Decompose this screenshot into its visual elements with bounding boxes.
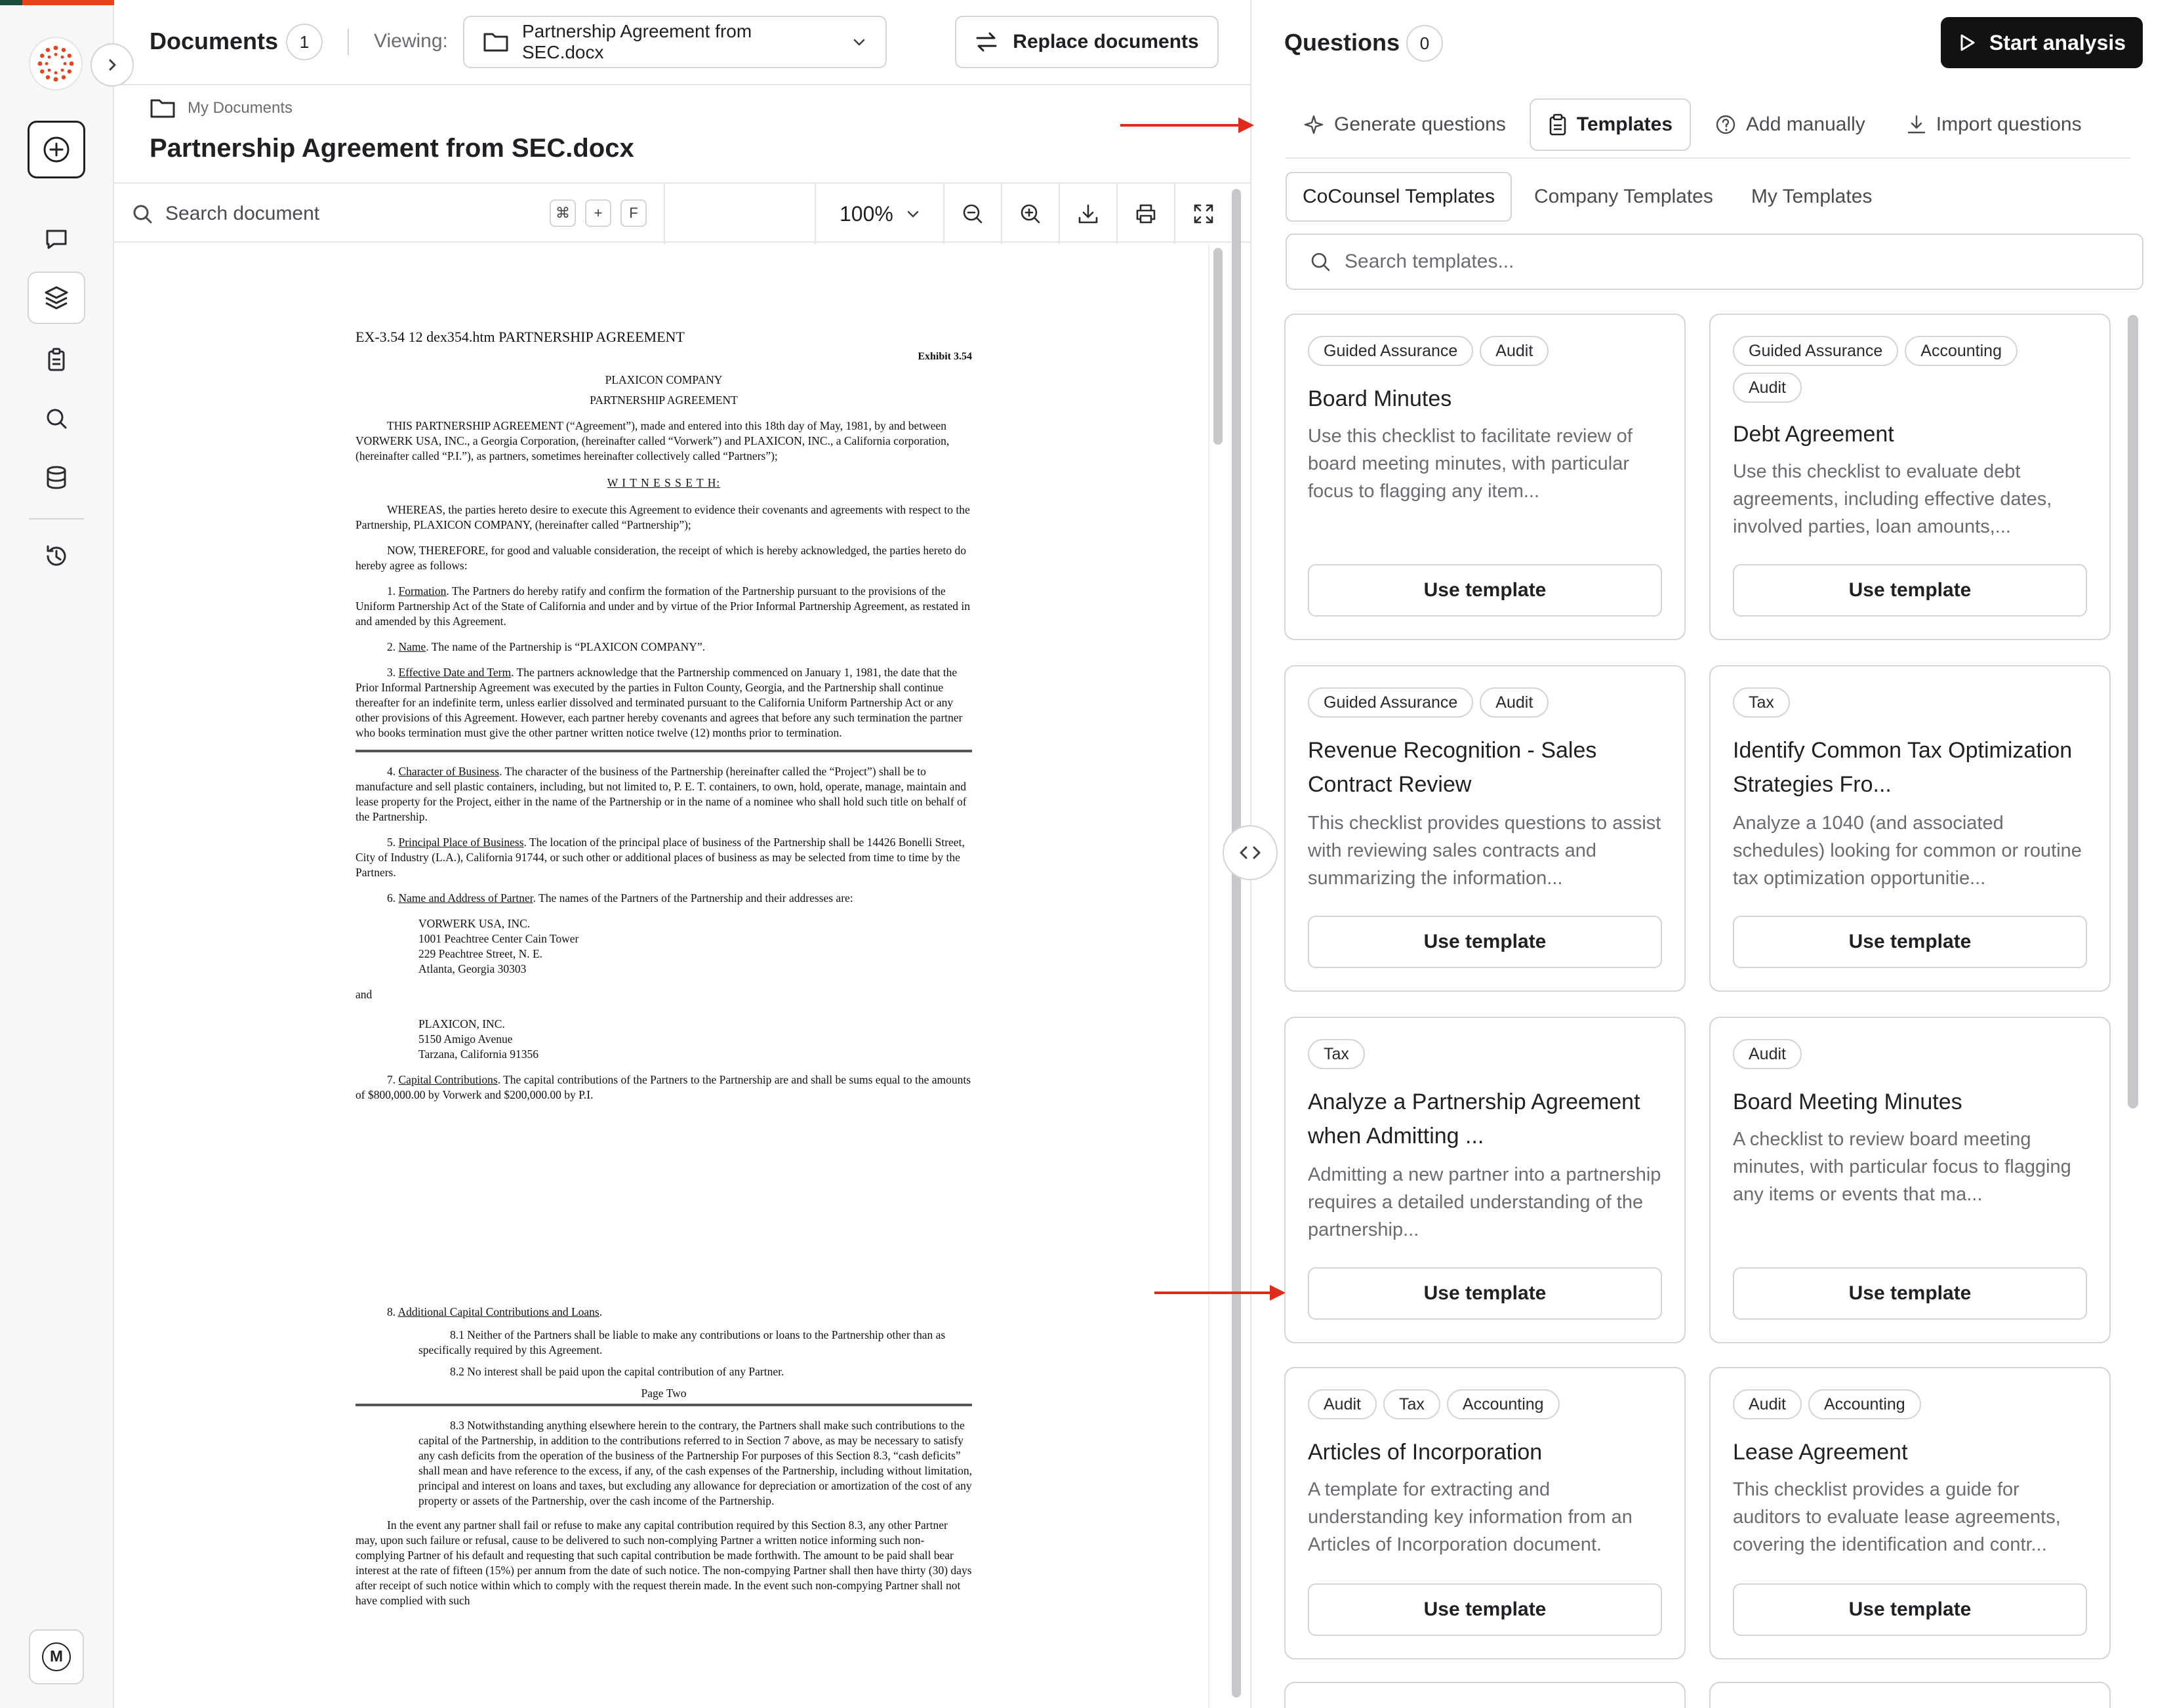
template-card[interactable] xyxy=(1709,314,2111,640)
tag: Audit xyxy=(1733,1039,1802,1069)
section-8-2: 8.2 No interest shall be paid upon the capital contribution of any Partner. xyxy=(450,1365,784,1378)
tab-label: Import questions xyxy=(1936,113,2082,135)
page-header xyxy=(355,329,972,369)
user-avatar[interactable] xyxy=(29,1629,84,1684)
partner-address-1 xyxy=(418,916,972,977)
template-card[interactable] xyxy=(1284,1682,1686,1708)
template-card[interactable] xyxy=(1284,665,1686,992)
printer-icon xyxy=(1134,202,1158,226)
use-template-button[interactable]: Use template xyxy=(1733,564,2087,617)
shortcut-key-f: F xyxy=(620,199,647,227)
questions-pane xyxy=(1251,0,2171,1708)
use-template-button[interactable]: Use template xyxy=(1733,1267,2087,1320)
rail-database[interactable] xyxy=(28,451,85,504)
section-8-title: Additional Capital Contributions and Loans xyxy=(397,1305,599,1318)
new-button[interactable] xyxy=(28,121,85,178)
template-card[interactable] xyxy=(1284,1017,1686,1343)
tag: Tax xyxy=(1383,1389,1440,1419)
help-circle-icon xyxy=(1714,113,1737,136)
use-template-button[interactable]: Use template xyxy=(1733,1583,2087,1636)
template-card[interactable] xyxy=(1709,1682,2111,1708)
folder-icon xyxy=(483,31,509,53)
rail-history[interactable] xyxy=(28,530,85,582)
template-description: This checklist provides questions to assist with reviewing sales contracts and summarizing the information... xyxy=(1308,813,1661,889)
database-icon xyxy=(43,464,70,491)
section-2-title: Name xyxy=(398,640,426,653)
template-title: Lease Agreement xyxy=(1733,1440,1908,1465)
section-8: 8. Additional Capital Contributions and Loans. xyxy=(387,1305,603,1318)
brand-stripe-accent xyxy=(22,0,114,5)
use-template-button[interactable]: Use template xyxy=(1308,564,1662,617)
template-card[interactable] xyxy=(1284,314,1686,640)
template-card[interactable] xyxy=(1709,1367,2111,1659)
question-source-tabs xyxy=(1286,98,2099,161)
breadcrumb-label: My Documents xyxy=(188,99,293,117)
document-title: Partnership Agreement from SEC.docx xyxy=(150,134,634,163)
annotation-arrow-use-template xyxy=(1154,1291,1283,1294)
template-title: Articles of Incorporation xyxy=(1308,1440,1543,1465)
intro-paragraph: THIS PARTNERSHIP AGREEMENT (“Agreement”), made and entered into this 18th day of May, 1981, by and between VORWERK USA, INC., a Georgia Corporation, (hereinafter called “Vorwerk”) and PLAXICON, INC., a California corporation, (hereinafter called “P.I.”), as partners, sometimes hereinafter collectively called “Partners”); xyxy=(355,419,950,462)
company-name: PLAXICON COMPANY xyxy=(605,373,723,386)
section-7: 7. Capital Contributions. The capital contributions of the Partners to the Partnership are and shall be sums equal to the amounts of $800,000.00 by Vorwerk and $200,000.00 by P.I. xyxy=(355,1073,971,1101)
template-description: This checklist provides a guide for auditors to evaluate lease agreements, covering the identification and contr... xyxy=(1733,1479,2061,1555)
template-title: Revenue Recognition - Sales Contract Review xyxy=(1308,738,1597,797)
section-2-text: . The name of the Partnership is “PLAXICON COMPANY”. xyxy=(426,640,706,653)
tag: Guided Assurance xyxy=(1733,336,1898,366)
logo-icon xyxy=(37,45,75,83)
template-description: Analyze a 1040 (and associated schedules) looking for common or routine tax optimization opportunitie... xyxy=(1733,813,2082,889)
chat-icon xyxy=(43,226,70,252)
whereas-paragraph: WHEREAS, the parties hereto desire to execute this Agreement to evidence their covenants and agreements with respect to the Partnership, PLAXICON COMPANY, (hereinafter called “Partnership”); xyxy=(355,503,970,531)
tab-add-manually[interactable] xyxy=(1697,98,1882,151)
section-4: 4. Character of Business. The character of the business of the Partnership (hereinafter called the “Project”) shall be to manufacture and sell plastic containers, including, but not limited to, P. E. T. containers, to own, hold, operate, manage, maintain and lease property for the Project, either in the name of the Partnership or in the name of a nominee who shall hold such title on behalf of the Partnership. xyxy=(355,765,967,823)
template-card[interactable] xyxy=(1709,665,2111,992)
tab-label: Generate questions xyxy=(1334,113,1506,135)
tab-label: Add manually xyxy=(1746,113,1865,135)
questions-title: Questions xyxy=(1284,29,1400,56)
tag: Tax xyxy=(1733,687,1790,718)
subtab-cocounsel-templates[interactable]: CoCounsel Templates xyxy=(1286,172,1512,222)
swap-icon xyxy=(975,31,998,53)
zoom-in-button[interactable] xyxy=(1002,184,1059,244)
zoom-in-icon xyxy=(1019,202,1042,226)
header-divider xyxy=(348,29,349,55)
template-source-tabs xyxy=(1286,172,1888,222)
tag-list xyxy=(1733,1389,2092,1419)
address-line: PLAXICON, INC. xyxy=(418,1017,505,1030)
subtab-my-templates[interactable]: My Templates xyxy=(1751,186,1873,207)
document-scroll-track xyxy=(1208,244,1223,1708)
section-6-title: Name and Address of Partner xyxy=(398,891,533,905)
address-line: 5150 Amigo Avenue xyxy=(418,1032,513,1046)
code-arrows-icon xyxy=(1237,843,1263,863)
template-description: A checklist to review board meeting minutes, with particular focus to flagging any items or events that ma... xyxy=(1733,1129,2071,1205)
shortcut-key-plus: + xyxy=(585,199,611,227)
document-viewer[interactable] xyxy=(114,244,1250,1708)
document-search-placeholder: Search document xyxy=(165,203,320,224)
clipboard-icon xyxy=(1548,113,1568,136)
page-number: Page Two xyxy=(641,1387,687,1400)
plus-circle-icon xyxy=(42,135,71,164)
layers-icon xyxy=(43,284,70,312)
tab-label: Templates xyxy=(1576,113,1673,135)
zoom-out-button[interactable] xyxy=(944,184,1001,244)
address-line: 229 Peachtree Street, N. E. xyxy=(418,947,543,960)
documents-header xyxy=(114,0,1250,85)
rail-checklist[interactable] xyxy=(28,333,85,386)
play-icon xyxy=(1958,33,1976,52)
history-icon xyxy=(43,542,70,570)
tag: Audit xyxy=(1733,373,1802,403)
section-3: 3. Effective Date and Term. The partners acknowledge that the Partnership commenced on January 1, 1981, the date that the Prior Informal Partnership Agreement was executed by the parties in Fulton County, Georgia, and the Partnership shall continue thereafter for an indefinite term, unless earlier dissolved and terminated pursuant to the California Uniform Partnership Act or any other provisions of this Agreement. However, each partner hereby covenants and agrees that before any such termination the partner who books termination must give the other partner written notice twelve (12) months prior to termination. xyxy=(355,666,963,739)
template-title: Debt Agreement xyxy=(1733,422,1894,447)
pane-scrollbar[interactable] xyxy=(1232,189,1241,1698)
page-rule xyxy=(355,750,972,752)
chevron-right-icon xyxy=(104,56,121,73)
exhibit-label: Exhibit 3.54 xyxy=(918,351,972,362)
shortcut-key-cmd: ⌘ xyxy=(550,199,576,227)
address-line: 1001 Peachtree Center Cain Tower xyxy=(418,932,579,945)
expand-sidebar-button[interactable] xyxy=(91,43,134,87)
start-analysis-label: Start analysis xyxy=(1989,30,2126,54)
template-title: Analyze a Partnership Agreement when Admitting ... xyxy=(1308,1089,1640,1149)
start-analysis-button[interactable] xyxy=(1941,17,2143,68)
tag-list xyxy=(1308,336,1667,366)
search-icon xyxy=(43,405,70,432)
tag-list xyxy=(1733,1039,2092,1069)
template-search-placeholder: Search templates... xyxy=(1345,251,1514,272)
expand-icon xyxy=(1192,203,1215,225)
fullscreen-button[interactable] xyxy=(1175,184,1232,244)
template-description: Use this checklist to facilitate review of board meeting minutes, with particular focus to flagging any item... xyxy=(1308,426,1633,502)
search-icon xyxy=(131,203,153,225)
tag-list xyxy=(1308,687,1667,718)
section-1: 1. Formation. The Partners do hereby ratify and confirm the formation of the Partnership pursuant to the provisions of the Uniform Partnership Act of the State of California and under and by virtue of the Prior Informal Partnership Agreement, as restated in and amended by this Agreement. xyxy=(355,584,970,628)
chevron-down-icon xyxy=(851,34,867,50)
annotation-arrow-templates-tab xyxy=(1120,124,1251,127)
viewing-label: Viewing: xyxy=(374,30,448,52)
sparkle-icon xyxy=(1303,113,1325,136)
section-7-text: . The capital contributions of the Partners to the Partnership are and shall be sums equal to the amounts of $800,000.00 by Vorwerk and $200,000.00 by P.I. xyxy=(355,1073,971,1101)
template-card[interactable] xyxy=(1709,1017,2111,1343)
resize-handle[interactable] xyxy=(1223,825,1278,880)
toolbar-divider xyxy=(815,184,816,244)
app-logo[interactable] xyxy=(29,37,83,91)
viewing-document-select[interactable] xyxy=(463,16,887,68)
template-description: Use this checklist to evaluate debt agreements, including effective dates, involved parties, loan amounts,... xyxy=(1733,461,2052,537)
tab-templates[interactable] xyxy=(1530,98,1691,151)
templates-scrollbar[interactable] xyxy=(2128,315,2138,1108)
tag: Audit xyxy=(1480,687,1549,718)
section-6: 6. Name and Address of Partner. The names of the Partners of the Partnership and their addresses are: xyxy=(387,891,853,905)
folder-icon xyxy=(150,97,176,119)
tab-import-questions[interactable] xyxy=(1889,98,2099,151)
template-card[interactable] xyxy=(1284,1367,1686,1659)
tag: Guided Assurance xyxy=(1308,336,1473,366)
toolbar-divider xyxy=(664,184,665,244)
rail-search[interactable] xyxy=(28,392,85,445)
tag: Tax xyxy=(1308,1039,1365,1069)
zoom-out-icon xyxy=(961,202,984,226)
and-text: and xyxy=(355,988,373,1001)
tag-list xyxy=(1733,336,2092,403)
tag-list xyxy=(1733,687,2092,718)
template-title: Board Meeting Minutes xyxy=(1733,1089,1962,1114)
section-2: 2. Name. The name of the Partnership is “PLAXICON COMPANY”. xyxy=(387,640,706,653)
tag-list xyxy=(1308,1039,1667,1069)
zoom-value: 100% xyxy=(840,201,893,226)
documents-pane xyxy=(114,0,1250,1708)
section-1-title: Formation xyxy=(398,584,447,598)
section-5: 5. Principal Place of Business. The location of the principal place of business of the Partnership shall be 14426 Bonelli Street, City of Industry (L.A.), California 91744, or such other or additional places of business as may be selected from time to time by the Partners. xyxy=(355,836,965,879)
section-3-title: Effective Date and Term xyxy=(398,666,512,679)
now-therefore-paragraph: NOW, THEREFORE, for good and valuable consideration, the receipt of which is hereby acknowledged, the parties hereto do hereby agree as follows: xyxy=(355,544,967,572)
document-header-line: EX-3.54 12 dex354.htm PARTNERSHIP AGREEMENT xyxy=(355,329,685,345)
template-search-input[interactable] xyxy=(1286,234,2143,290)
tag: Guided Assurance xyxy=(1308,687,1473,718)
section-4-text: . The character of the business of the Partnership (hereinafter called the “Project”) shall be to manufacture and sell plastic containers, including, but not limited to, P. E. T. containers, to own, hold, operate, manage, maintain and lease property for the Project, either in the name of the Partnership or in the name of a nominee who shall hold such title on behalf of the Partnership. xyxy=(355,765,967,823)
section-3-text: . The partners acknowledge that the Partnership commenced on January 1, 1981, the date that the Prior Informal Partnership Agreement was executed by the parties in Fulton County, Georgia, and the Partnership shall continue thereafter for an indefinite term, unless earlier dissolved and terminated pursuant to the California Uniform Partnership Act or any other provisions of this Agreement. However, each partner hereby covenants and agrees that before any such termination the partner who books termination must give the other partner written notice twelve (12) months prior to termination. xyxy=(355,666,963,739)
template-description: A template for extracting and understanding key information from an Articles of Incorporation document. xyxy=(1308,1479,1633,1555)
breadcrumb[interactable] xyxy=(150,97,293,119)
documents-count-badge: 1 xyxy=(286,24,323,60)
page-gap xyxy=(355,1108,972,1305)
section-1-text: . The Partners do hereby ratify and confirm the formation of the Partnership pursuant to the provisions of the Uniform Partnership Act of the State of California and under and by virtue of the Prior Informal Partnership Agreement, as restated in and amended by this Agreement. xyxy=(355,584,970,628)
subtab-company-templates[interactable]: Company Templates xyxy=(1533,186,1713,207)
witnesseth-heading: W I T N E S S E T H: xyxy=(607,476,721,489)
search-icon xyxy=(1309,251,1331,273)
replace-documents-button[interactable] xyxy=(955,16,1219,68)
document-toolbar xyxy=(114,182,1250,243)
document-search[interactable] xyxy=(131,184,656,244)
address-line: VORWERK USA, INC. xyxy=(418,917,531,930)
tag: Accounting xyxy=(1808,1389,1921,1419)
rail-divider xyxy=(29,518,84,519)
tab-generate-questions[interactable] xyxy=(1286,98,1523,151)
section-5-title: Principal Place of Business xyxy=(398,836,524,849)
use-template-button[interactable]: Use template xyxy=(1308,916,1662,968)
tag: Audit xyxy=(1308,1389,1377,1419)
download-icon xyxy=(1906,113,1927,136)
use-template-button[interactable]: Use template xyxy=(1733,916,2087,968)
tag: Audit xyxy=(1733,1389,1802,1419)
documents-title: Documents xyxy=(150,28,279,54)
download-icon xyxy=(1076,202,1100,226)
document-scrollbar[interactable] xyxy=(1213,248,1223,445)
template-description: Admitting a new partner into a partnership requires a detailed understanding of the partnership... xyxy=(1308,1164,1661,1240)
viewing-document-value: Partnership Agreement from SEC.docx xyxy=(522,21,752,62)
use-template-button[interactable]: Use template xyxy=(1308,1267,1662,1320)
tag: Accounting xyxy=(1905,336,2018,366)
address-line: Tarzana, California 91356 xyxy=(418,1047,538,1061)
questions-count-badge: 0 xyxy=(1406,25,1443,62)
tag: Accounting xyxy=(1447,1389,1560,1419)
page-rule xyxy=(355,1404,972,1406)
rail-chat[interactable] xyxy=(28,213,85,265)
section-5-text: . The location of the principal place of business of the Partnership shall be 14426 Bonelli Street, City of Industry (L.A.), California 91744, or such other or additional places of business as may be selected from time to time by the Partners. xyxy=(355,836,965,879)
download-button[interactable] xyxy=(1060,184,1116,244)
template-title: Identify Common Tax Optimization Strategies Fro... xyxy=(1733,738,2073,797)
zoom-select[interactable] xyxy=(840,184,938,244)
tag-list xyxy=(1308,1389,1667,1419)
partner-address-2 xyxy=(418,1017,972,1062)
tag: Audit xyxy=(1480,336,1549,366)
rail-review[interactable] xyxy=(28,272,85,324)
section-7-title: Capital Contributions xyxy=(398,1073,498,1086)
document-page xyxy=(355,329,972,1614)
clipboard-icon xyxy=(43,346,70,373)
use-template-button[interactable]: Use template xyxy=(1308,1583,1662,1636)
section-8-1: 8.1 Neither of the Partners shall be liable to make any contributions or loans to the Partnership other than as specifically required by this Agreement. xyxy=(418,1328,946,1356)
address-line: Atlanta, Georgia 30303 xyxy=(418,962,527,975)
replace-documents-label: Replace documents xyxy=(1013,31,1199,52)
avatar-initial: M xyxy=(42,1642,71,1671)
agreement-heading: PARTNERSHIP AGREEMENT xyxy=(590,394,738,407)
tabs-underline xyxy=(1286,157,2130,159)
default-paragraph: In the event any partner shall fail or refuse to make any capital contribution required by this Section 8.3, any other Partner may, upon such failure or refusal, cause to be delivered to such non-complying Partner a written notice informing such non-complying Partner of his default and requesting that such capital contribution be made forthwith. The amount to be paid shall bear interest at the rate of fifteen (15%) per annum from the date of such notice. The non-compying Partner shall then have thirty (30) days after receipt of such notice within which to comply with the request therein made. In the event such non-compying Partner shall not have complied with such xyxy=(355,1518,972,1607)
template-title: Board Minutes xyxy=(1308,386,1452,411)
chevron-down-icon xyxy=(905,206,921,222)
print-button[interactable] xyxy=(1118,184,1174,244)
left-rail xyxy=(0,0,114,1708)
section-4-title: Character of Business xyxy=(398,765,500,778)
section-6-text: . The names of the Partners of the Partnership and their addresses are: xyxy=(533,891,853,905)
section-8-3: 8.3 Notwithstanding anything elsewhere herein to the contrary, the Partners shall make such contributions to the capital of the Partnership, in addition to the contributions referred to in Section 7 above, as may be necessary to satisfy any cash deficits from the operation of the business of the Partnership For purposes of this Section 8.3, “cash deficits” shall mean and have reference to the excess, if any, of the cash expenses of the Partnership, including without limitation, principal and interest on loans and taxes, but excluding any allowance for depreciation or amortization of the cost of any property or assets of the Partnership, over the cash income of the Partnership. xyxy=(418,1419,972,1507)
